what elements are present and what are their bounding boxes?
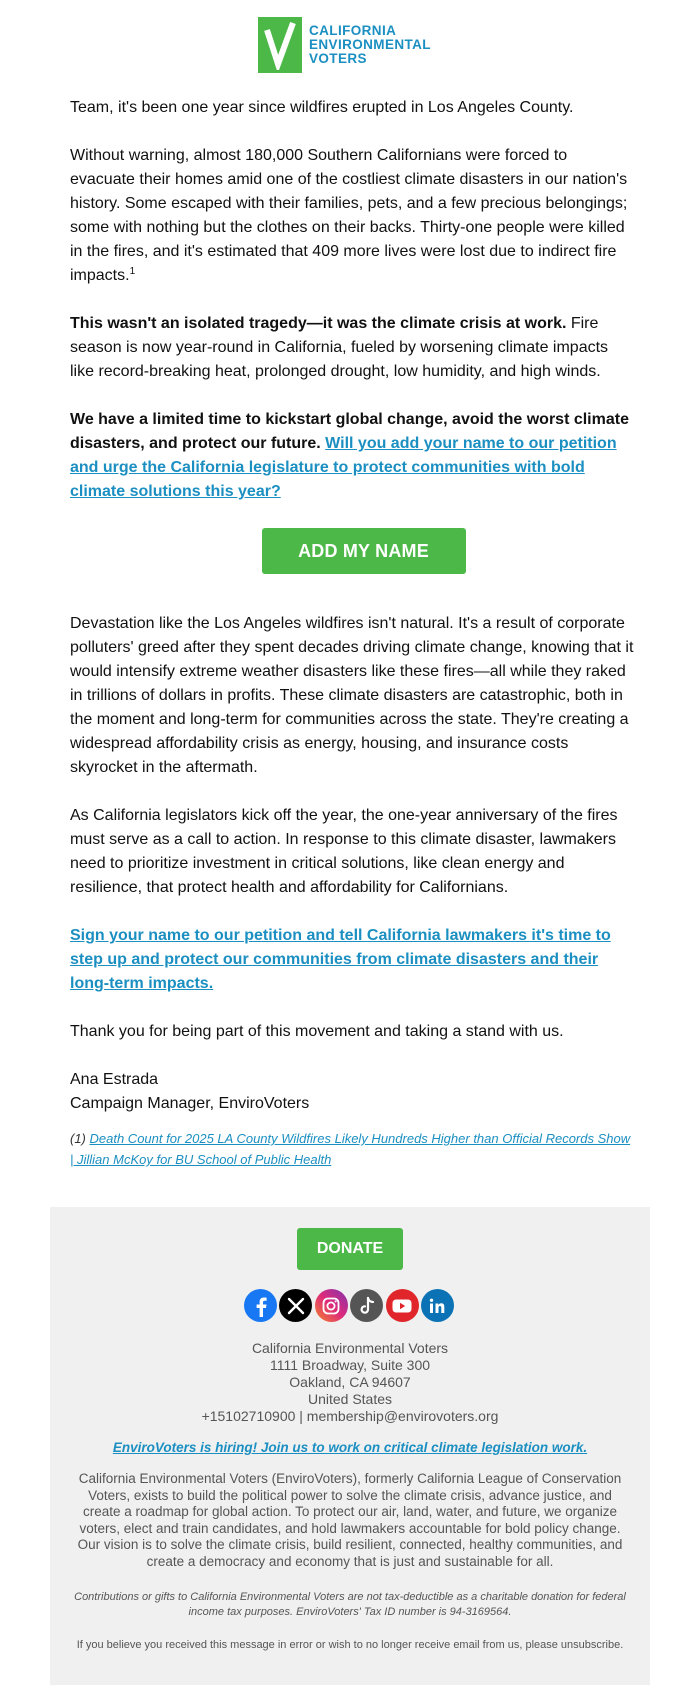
signature — [70, 1068, 635, 1116]
logo-wordmark — [309, 24, 431, 66]
footnote-marker: (1) — [70, 1131, 90, 1146]
footer — [50, 1207, 650, 1685]
signer-name: Ana Estrada — [70, 1071, 159, 1088]
hiring-link[interactable]: EnviroVoters is hiring! Join us to work on critical climate legislation work. — [112, 1440, 588, 1455]
mailing-address — [50, 1340, 650, 1425]
street-address: 1111 Broadway, Suite 300 — [269, 1357, 431, 1373]
tiktok-icon[interactable] — [350, 1289, 383, 1322]
petition-link[interactable]: Will you add your name to our petition and urge the California legislature to protect communities with bold climate solutions this year? — [70, 435, 617, 500]
linkedin-icon[interactable] — [421, 1289, 454, 1322]
footnote-source-link[interactable]: Death Count for 2025 LA County Wildfires Likely Hundreds Higher than Official Records Show | Jillian McKoy for BU School of Public Health — [70, 1131, 631, 1167]
paragraph-climate-crisis-text: Fire season is now year-round in California, fueled by worsening climate impacts like record-breaking heat, prolonged drought, low humidity, and high winds. — [70, 315, 609, 380]
logo-line-1: CALIFORNIA — [309, 23, 397, 38]
facebook-icon[interactable] — [244, 1289, 277, 1322]
paragraph-evacuation — [70, 144, 635, 288]
hiring-notice — [50, 1440, 650, 1455]
cta-container — [70, 528, 635, 574]
x-icon[interactable] — [279, 1289, 312, 1322]
logo-checkmark-icon — [258, 17, 302, 73]
paragraph-sign-petition — [70, 924, 635, 996]
logo-line-3: VOTERS — [309, 51, 367, 66]
footnote-ref[interactable]: 1 — [129, 266, 136, 277]
paragraph-climate-crisis-bold: This wasn't an isolated tragedy—it was the climate crisis at work. — [70, 315, 567, 332]
country: United States — [307, 1391, 393, 1407]
logo-line-2: ENVIRONMENTAL — [309, 37, 431, 52]
email-body — [70, 96, 635, 1170]
social-links — [244, 1289, 454, 1323]
paragraph-legislators: As California legislators kick off the year, the one-year anniversary of the fires must serve as a call to action. In response to this climate disaster, lawmakers need to prioritize investment in critical solutions, like clean energy and resilience, that protect health and affordability for Californians. — [70, 807, 618, 896]
paragraph-thanks: Thank you for being part of this movement and taking a stand with us. — [70, 1023, 564, 1040]
city-address: Oakland, CA 94607 — [289, 1374, 411, 1390]
paragraph-evacuation-text: Without warning, almost 180,000 Southern Californians were forced to evacuate their homes amid one of the costliest climate disasters in our nation's history. Some escaped with their families, pets, and a few precious belongings; some with nothing but the clothes on their backs. Thirty-one people were killed in the fires, and it's estimated that 409 more lives were lost due to indirect fire impacts. — [70, 147, 628, 284]
mission-statement: California Environmental Voters (EnviroVoters), formerly California League of Conservation Voters, exists to build the political power to solve the climate crisis, advance justice, and create a roadmap for global action. To protect our air, land, water, and future, we organize voters, elect and train candidates, and hold lawmakers accountable for bold policy change. Our vision is to solve the climate crisis, build resilient, connected, healthy communities, and create a democracy and economy that is just and sustainable for all. — [77, 1471, 623, 1569]
sign-petition-link[interactable]: Sign your name to our petition and tell California lawmakers it's time to step up and protect our communities from climate disasters and their long-term impacts. — [70, 927, 611, 992]
logo[interactable] — [258, 17, 431, 73]
instagram-icon[interactable] — [315, 1289, 348, 1322]
tax-disclaimer: Contributions or gifts to California Environmental Voters are not tax-deductible as a charitable donation for federal income tax purposes. EnviroVoters' Tax ID number is 94-3169564. — [74, 1591, 626, 1618]
unsubscribe-notice[interactable]: If you believe you received this message in error or wish to no longer receive email from us, please unsubscribe. — [76, 1639, 624, 1651]
signer-title: Campaign Manager, EnviroVoters — [70, 1095, 310, 1112]
paragraph-devastation: Devastation like the Los Angeles wildfires isn't natural. It's a result of corporate polluters' greed after they spent decades driving climate change, knowing that it would intensify extreme weather disasters like these fires—all while they raked in trillions of dollars in profits. These climate disasters are catastrophic, both in the moment and long-term for communities across the state. They're creating a widespread affordability crisis as energy, housing, and insurance costs skyrocket in the aftermath. — [70, 615, 634, 776]
intro-paragraph: Team, it's been one year since wildfires erupted in Los Angeles County. — [70, 99, 574, 116]
footnote — [70, 1128, 635, 1170]
youtube-icon[interactable] — [386, 1289, 419, 1322]
contact-info: +15102710900 | membership@envirovoters.org — [201, 1408, 499, 1424]
org-name: California Environmental Voters — [251, 1340, 449, 1356]
paragraph-petition — [70, 408, 635, 504]
paragraph-petition-bold: We have a limited time to kickstart global change, avoid the worst climate disasters, and protect our future. — [70, 411, 629, 452]
add-my-name-button[interactable]: ADD MY NAME — [262, 528, 466, 574]
donate-button[interactable]: DONATE — [297, 1228, 403, 1270]
paragraph-climate-crisis — [70, 312, 635, 384]
